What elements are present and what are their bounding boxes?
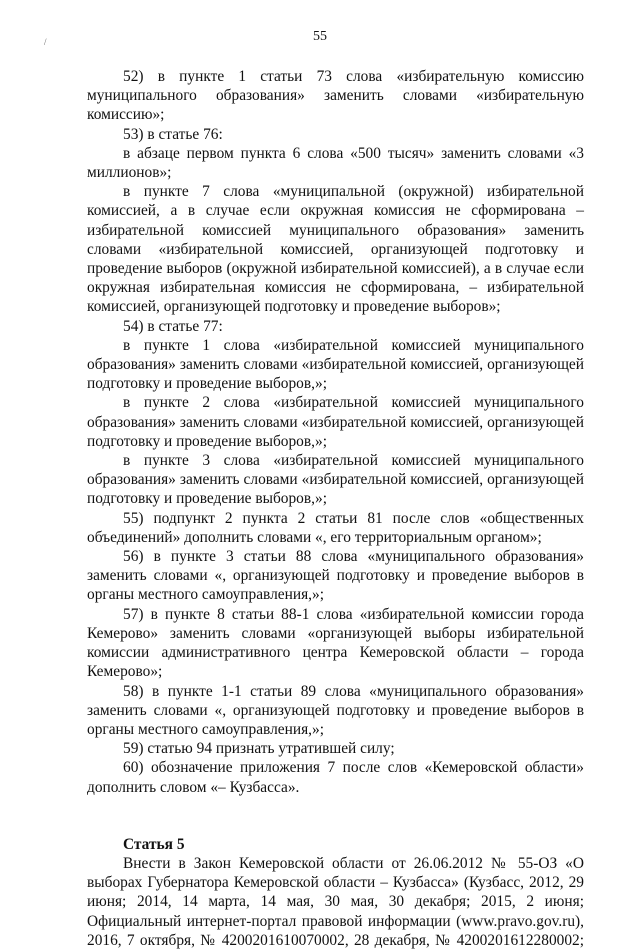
paragraph-item-53-2: в пункте 7 слова «муниципальной (окружной) избирательной комиссией, а в случае если окружная комиссия не сформирована – избирательной комиссией муниципального образования» заменить словами «избирательной комиссией, организующей подготовку и проведение выборов (окружной избирательной комиссией), а в случае если окружная избирательная комиссия не сформирована, – избирательной комиссией, организующей подготовку и проведение выборов»; [87,183,584,316]
paragraph-item-60: 60) обозначение приложения 7 после слов «Кемеровской области» дополнить словом «– Кузбасса». [87,759,584,796]
paragraph-item-55: 55) подпункт 2 пункта 2 статьи 81 после слов «общественных объединений» дополнить словами «, его территориальным органом»; [87,509,584,546]
paragraph-item-54: 54) в статье 77: [123,317,223,335]
paragraph-item-58: 58) в пункте 1-1 статьи 89 слова «муниципального образования» заменить словами «, организующей подготовку и проведение выборов в органы местного самоуправления,»; [87,682,584,738]
page-number: 55 [313,29,327,44]
document-body [87,67,584,950]
paragraph-item-54-3: в пункте 3 слова «избирательной комиссией муниципального образования» заменить словами «избирательной комиссией, организующей подготовку и проведение выборов,»; [87,452,584,508]
margin-mark: / [44,37,47,47]
paragraph-item-52: 52) в пункте 1 статьи 73 слова «избирательную комиссию муниципального образования» заменить словами «избирательную комиссию»; [87,68,584,124]
paragraph-item-57: 57) в пункте 8 статьи 88-1 слова «избирательной комиссии города Кемерово» заменить словами «организующей выборы избирательной комиссии административного центра Кемеровской области – города Кемерово»; [87,605,584,681]
article-heading: Статья 5 [123,835,185,853]
section-spacer [87,816,584,835]
section-spacer [87,797,584,816]
paragraph-item-54-1: в пункте 1 слова «избирательной комиссией муниципального образования» заменить словами «избирательной комиссией, организующей подготовку и проведение выборов,»; [87,336,584,393]
paragraph-item-53-1: в абзаце первом пункта 6 слова «500 тысяч» заменить словами «3 миллионов»; [87,144,584,182]
paragraph-item-53: 53) в статье 76: [123,125,223,143]
paragraph-item-59: 59) статью 94 признать утратившей силу; [123,740,395,758]
paragraph-item-56: 56) в пункте 3 статьи 88 слова «муниципального образования» заменить словами «, организующей подготовку и проведение выборов в органы местного самоуправления,»; [87,548,584,604]
article-text: Внести в Закон Кемеровской области от 26.06.2012 № 55-ОЗ «О выборах Губернатора Кемеровской области – Кузбасса» (Кузбасс, 2012, 29 июня; 2014, 14 марта, 14 мая, 30 мая, 30 декабря; 2015, 2 июня; Официальный интернет-портал правовой информации (www.pravo.gov.ru), 2016, 7 октября, № 4200201610070002, 28 декабря, № 4200201612280002; [87,854,584,949]
paragraph-item-54-2: в пункте 2 слова «избирательной комиссией муниципального образования» заменить словами «избирательной комиссией, организующей подготовку и проведение выборов,»; [87,394,584,450]
